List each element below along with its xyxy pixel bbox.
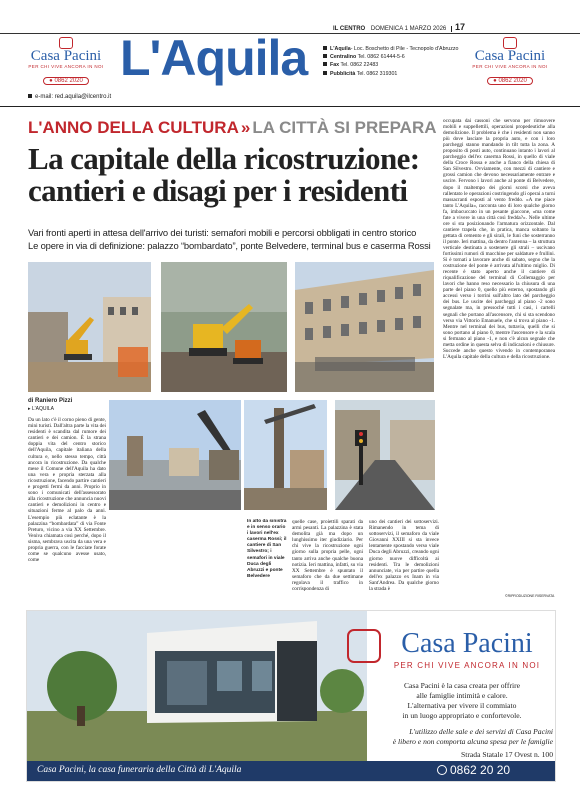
email-link[interactable]: red.aquila@ilcentro.it bbox=[54, 94, 112, 100]
article-column-right: occupata dai cassoni che servono per rimuovere mobili e suppellettili, operazioni propedeutiche alla demolizione. Il problema è che i residenti non sanno più dove lasciare la propria auto, e con i loro parcheggi stanno mandando in tilt tutta la zona. A proposito di posti auto, continuano intanto i lavori al parcheggio dell'ex caserma Rossi, in quello di viale della Croce Rossa e anche a fianco della chiesa di San Silvestro. Ovviamente, con mezzi di cantiere e grossi camion che devono necessariamente entrare e uscire. Fervono i lavori anche al ponte di Belvedere, dopo il maltempo dei giorni scorsi che aveva rallentato le operazioni costringendo gli operai a turni massacranti esposti al vento freddo. «A me piace tanto L'Aquila», racconta uno di loro qualche giorno fa, imbacuccato in un pesante giaccone, «ma come fate a vivere in una città così fredda?». Nelle ultime ore si sta posizionando l'armatura orizzontale. Dal cantiere trapela che, in pratica, manca soltanto la gettata di cemento e gli sirali, le funi che sosterranno il ponte. Ieri mattina, da dentro l'antenna – la struttura verticale destinata a sostenere gli strali – uscivano fortissimi rumori di macchine per saldature e frullini. Si è tornati a lavorare anche di sabato, segno che la costruzione del ponte è arrivata all'ultimo miglio. Di recente è stato aperto anche il cantiere di riqualificazione del terminal di Collemaggio per lavori che hanno reso necessario la chiusura di una parte del piano 0, quello più esterno, spostando gli accessi verso i torrini sull'altro lato del parcheggio dei bus. Le uscite dei parcheggi al piano -2 sono segnalate ma, in pressoché tutti i casi, i cartelli segnali che portano all'ascensore, chi si sta scendono verso via Vittorio Emanuele, che si trova al piano -1. Mentre nel terminal dei bus, tuttavia, quelli che si sono portano al piano 0, mentre l'ascensore e la scala si fermano al piano -1, e non c'è alcun segnale che metta ordine in questa selva di indicazioni e chiusure. Succede anche questo vivendo in contemporanea L'Aquila capitale della cultura e della ricostruzione. bbox=[443, 118, 555, 360]
photo-traffic-light-street bbox=[335, 400, 435, 510]
advertisement[interactable] bbox=[26, 610, 556, 782]
headline: La capitale della ricostruzione: cantieri e disagi per i residenti bbox=[28, 141, 420, 208]
brand-phone-badge: ● 0862 2020 bbox=[43, 77, 89, 85]
ad-address: Strada Statale 17 Ovest n. 100 bbox=[461, 750, 553, 759]
byline: di Raniero Pizzi bbox=[28, 398, 73, 404]
brand-logo-left: Casa Pacini PER CHI VIVE ANCORA IN NOI ● 0862 2020 bbox=[22, 37, 110, 87]
issue-date: DOMENICA 1 MARZO 2026 bbox=[370, 26, 447, 32]
article-column-3: quelle case, proiettili sparati da armi pesanti. La palazzina è stata demolita già ma dopo un lunghissimo iter giudiziario. Per chi vive la ricostruzione ogni giorno sulla propria pelle, ogni tanto arriva anche qualche buona notizia. Ieri mattina, infatti, su via XX Settembre è spuntato il semaforo che da due settimane regolava il traffico in corrispondenza di bbox=[292, 519, 363, 593]
ad-footer-bar: Casa Pacini, la casa funeraria della Città di L'Aquila 0862 20 20 bbox=[27, 761, 556, 782]
dateline: ▸ L'AQUILA bbox=[28, 406, 54, 412]
contact-block: L'Aquila- Loc. Boschetto di Pile - Tecnopolo d'Abruzzo Centralino Tel. 0862 61444-5-6 Fax Tel. 0862 22483 Pubblicità Tel. 0862 319301 bbox=[323, 45, 458, 78]
article-column-4: uno dei cantieri dei sottoservizi. Rimanendo in tema di sottoservizi, il semaforo da viale Giovanni XXIII si sta invece lentamente spostando verso viale Duca degli Abruzzi, creando ogni giorno nuove difficoltà ai residenti. Tra le demolizioni annunciate, via per partire quella dell'ex palazzo ex Inam in via Sant'Andrea. Da qualche giorno la strada è bbox=[369, 519, 439, 593]
email-line: e-mail: red.aquila@ilcentro.it bbox=[28, 94, 111, 100]
photo-caption: In alto da sinistra e in senso orario i lavori nell'ex caserma Rossi; il cantiere di San Silvestro; i semafori in viale Duca degli Abruzzi e ponte Belvedere bbox=[247, 519, 287, 579]
brand-phone-badge: ● 0862 2020 bbox=[487, 77, 533, 85]
heart-icon bbox=[347, 629, 381, 663]
city-title: L'Aquila bbox=[120, 30, 308, 86]
ad-phone[interactable]: 0862 20 20 bbox=[437, 763, 510, 777]
paper-name: IL CENTRO bbox=[333, 26, 366, 32]
article-column-1: Da un lato c'è il corno pieno di gente, mini turisti. Dall'altra parte la vita dei residenti è scandita dal rumore dei cantieri e dei camion. È la strana doppia vita del centro storico dell'Aquila, capitale italiana della cultura e, nello stesso tempo, città ancora in ricostruzione. Da qualche mese il Comune dell'Aquila ha dato una vera e propria sterzata alla ricostruzione, facendo partire cantieri e progetti fermi da anni. Proprio in sono i comunicati dell'assessorato alla ricostruzione che annuncia nuovi cantieri e demolizioni in centro e situazioni ferme al palo da anni. L'esempio più eclatante è la palazzina “bombardata” di via Fonte Preturo, vicino a via XX Settembre. Veniva chiamata così perché, dopo il sisma, sembrava uscita da una vera e propria guerra, con le facciate forate come se qualcuno avesse usato, come bbox=[28, 417, 106, 564]
photo-crane-city bbox=[109, 400, 241, 510]
ad-body: Casa Pacini è la casa creata per offrire alle famiglie intimità e calore. L'alternativa per vivere il commiato in un luogo appropriato e confortevole. bbox=[402, 681, 522, 720]
photo-caserma-building bbox=[295, 262, 434, 392]
ad-logo: Casa Pacini PER CHI VIVE ANCORA IN NOI bbox=[347, 627, 556, 670]
kicker: L'ANNO DELLA CULTURA » LA CITTÀ SI PREPARA bbox=[28, 118, 437, 137]
brand-logo-right: Casa Pacini PER CHI VIVE ANCORA IN NOI ● 0862 2020 bbox=[465, 37, 555, 87]
photo-construction-site bbox=[28, 262, 151, 392]
copyright-credit: ©RIPRODUZIONE RISERVATA bbox=[505, 594, 555, 598]
deck: Vari fronti aperti in attesa dell'arrivo dei turisti: semafori mobili e percorsi obbligati in centro storico Le opere in via di definizione: palazzo “bombardato”, ponte Belvedere, terminal bus e caserma Rossi bbox=[28, 227, 431, 251]
phone-icon bbox=[437, 765, 447, 775]
photo-excavators bbox=[161, 262, 287, 392]
page-number: 17 bbox=[454, 22, 465, 32]
photo-bridge-crane bbox=[244, 400, 327, 510]
ad-italic-note: L'utilizzo delle sale e dei servizi di Casa Pacini è libero e non comporta alcuna spesa per le famiglie bbox=[392, 727, 553, 746]
